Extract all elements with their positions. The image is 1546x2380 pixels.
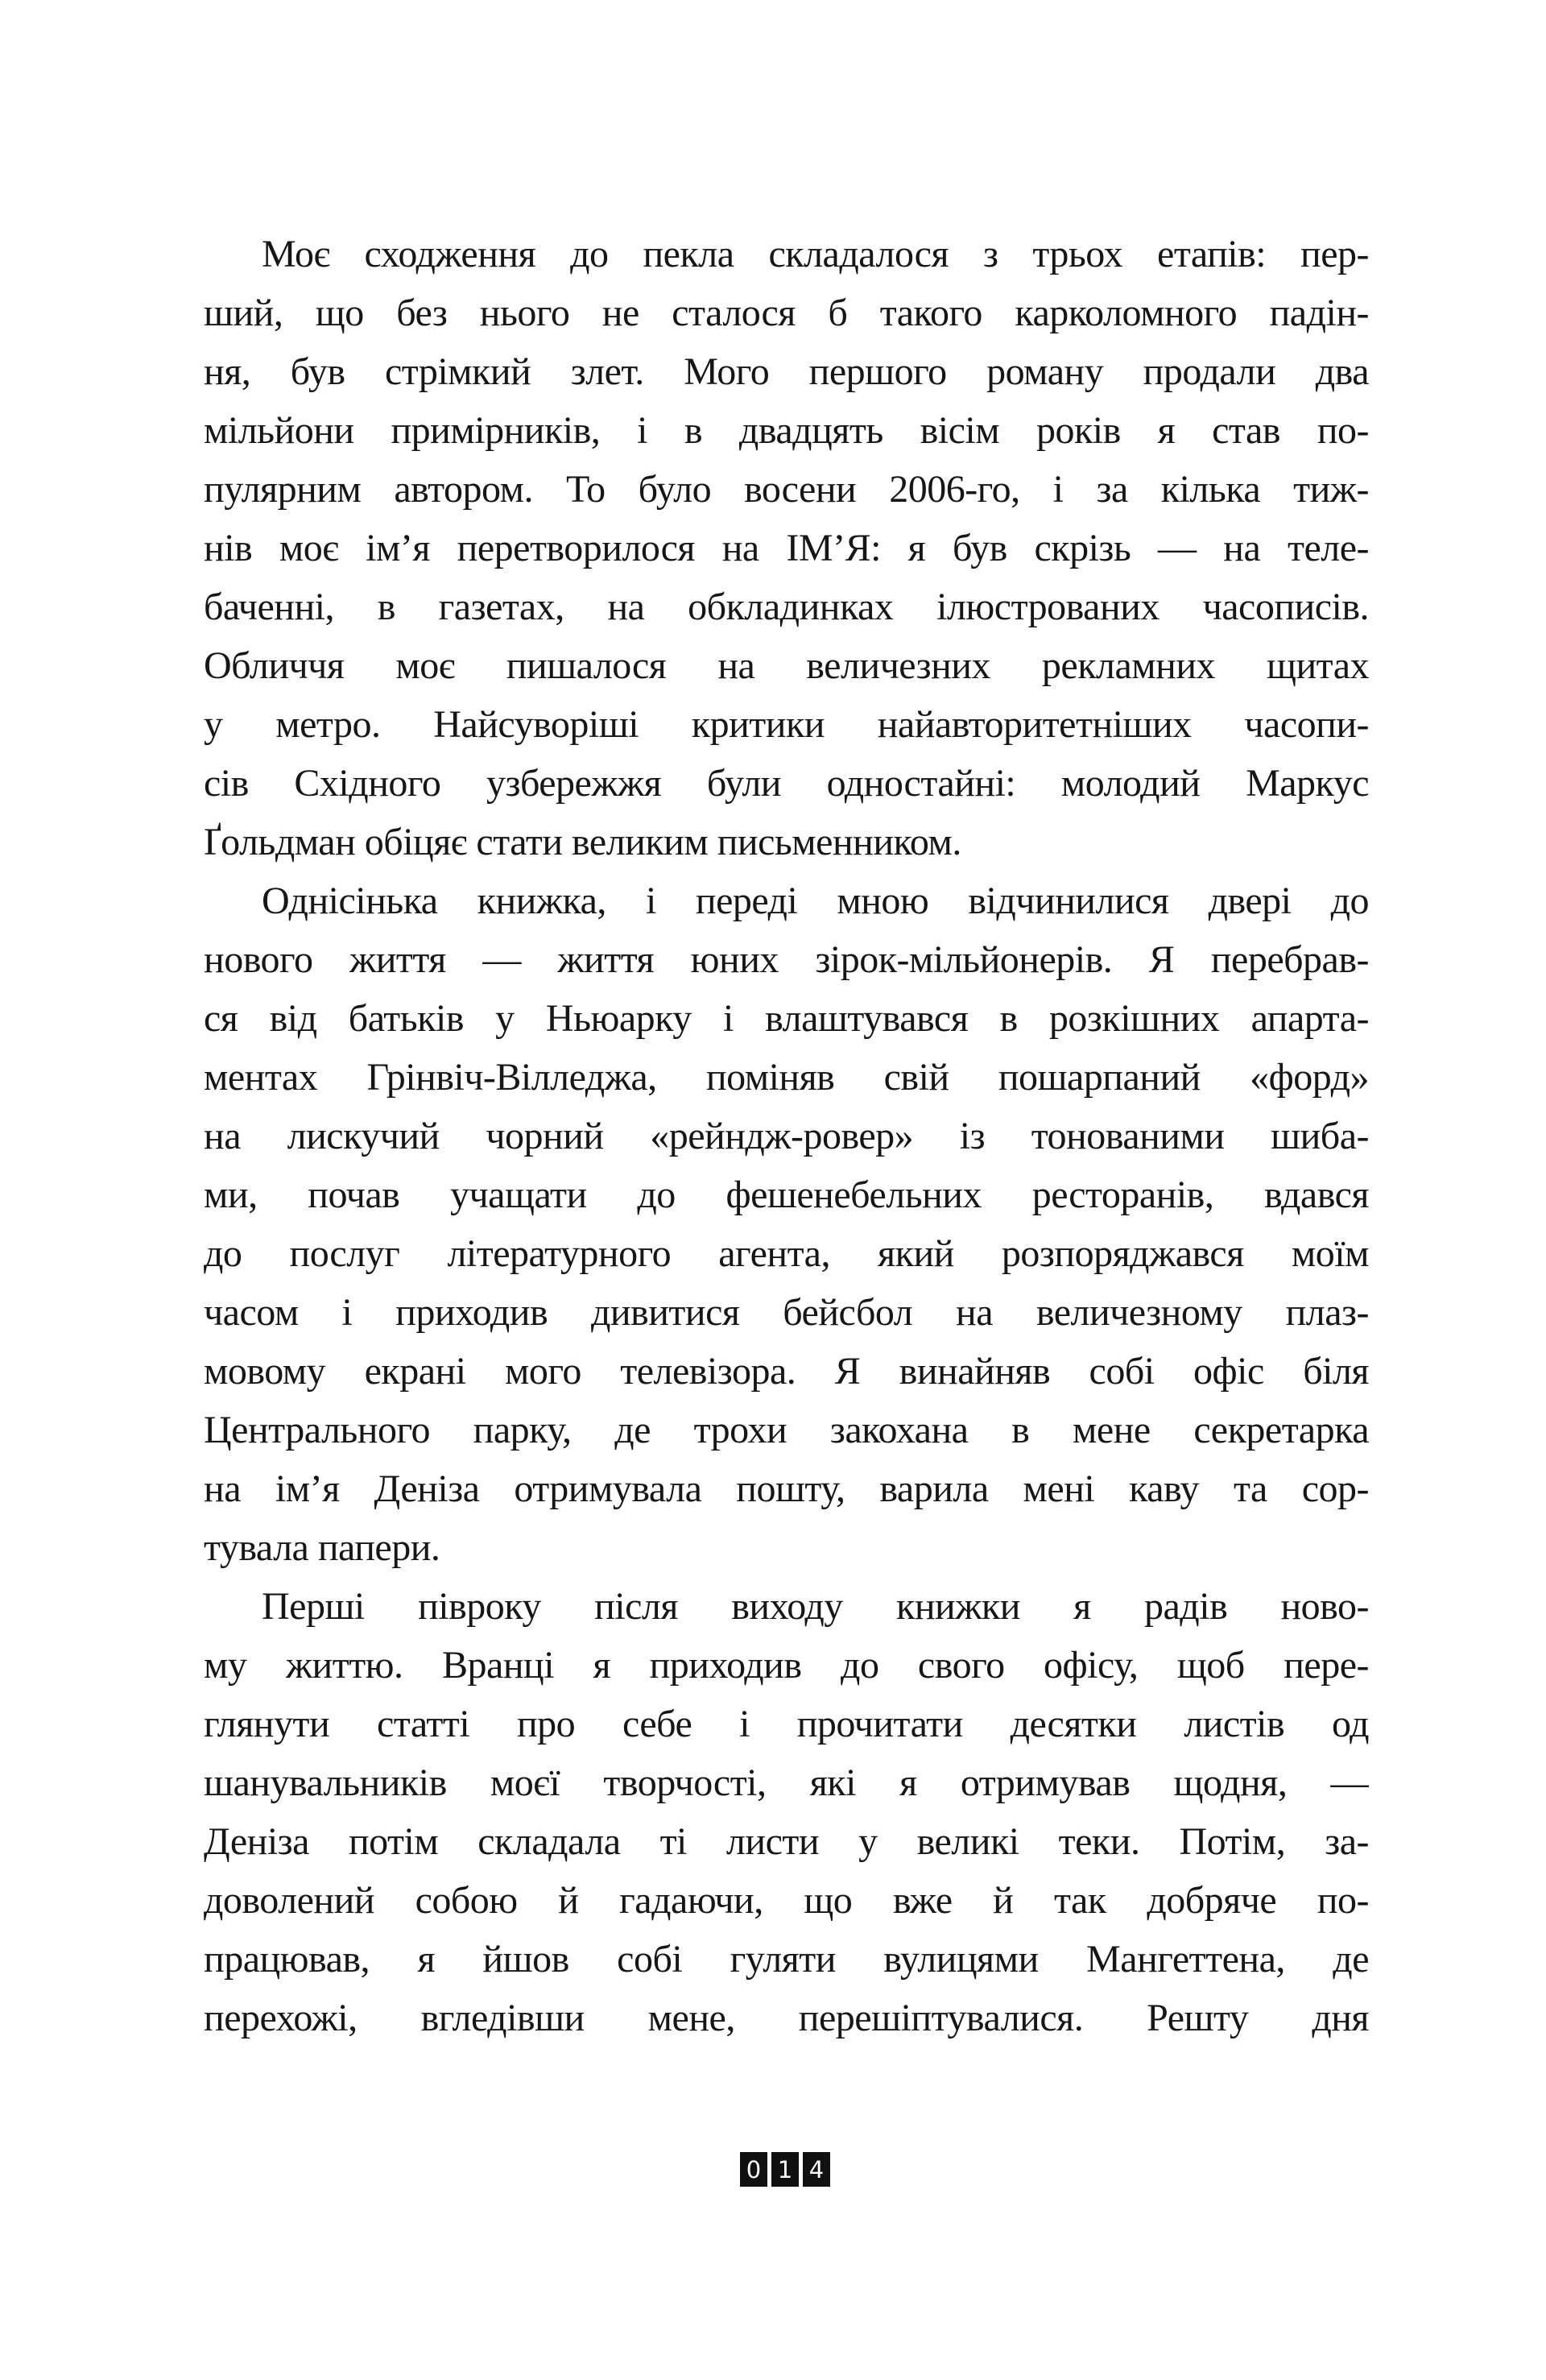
text-line: мільйони примірників, і в двадцять вісім років я став по- [204,409,1369,452]
text-line: часом і приходив дивитися бейсбол на величезному плаз- [204,1291,1369,1334]
text-line: нового життя — життя юних зірок-мільйонерів. Я перебрав- [204,938,1369,981]
page-number-digit: 1 [771,2152,799,2187]
text-line: ший, що без нього не сталося б такого карколомного падін- [204,292,1369,334]
page-number [740,2152,830,2187]
text-line: Перші півроку після виходу книжки я радів ново- [262,1585,1369,1628]
text-line: Обличчя моє пишалося на величезних рекламних щитах [204,644,1369,687]
text-line: ся від батьків у Ньюарку і влаштувався в розкішних апарта- [204,997,1369,1040]
text-line: тувала папери. [204,1526,440,1569]
text-line: му життю. Вранці я приходив до свого офісу, щоб пере- [204,1644,1369,1687]
text-line: нів моє ім’я перетворилося на ІМ’Я: я був скрізь — на теле- [204,527,1369,569]
text-line: баченні, в газетах, на обкладинках ілюстрованих часописів. [204,586,1369,628]
text-line: Однісінька книжка, і переді мною відчинилися двері до [262,880,1369,922]
text-line: мовому екрані мого телевізора. Я винайняв собі офіс біля [204,1350,1369,1393]
text-line: перехожі, вгледівши мене, перешіптувалися. Решту дня [204,1997,1369,2039]
text-line: ня, був стрімкий злет. Мого першого роману продали два [204,350,1369,393]
text-line: доволений собою й гадаючи, що вже й так добряче по- [204,1879,1369,1922]
text-line: ментах Грінвіч-Вілледжа, поміняв свій пошарпаний «форд» [204,1056,1369,1099]
text-line: працював, я йшов собі гуляти вулицями Мангеттена, де [204,1938,1369,1981]
text-line: Деніза потім складала ті листи у великі теки. Потім, за- [204,1820,1369,1863]
text-line: Центрального парку, де трохи закохана в мене секретарка [204,1409,1369,1451]
text-line: до послуг літературного агента, який розпоряджався моїм [204,1232,1369,1275]
paragraph [204,225,1369,871]
text-line: пулярним автором. То було восени 2006-го, і за кілька тиж- [204,468,1369,511]
text-line: Ґольдман обіцяє стати великим письменником. [204,821,961,863]
paragraph [204,871,1369,1577]
page-number-digit: 4 [803,2152,830,2187]
text-line: у метро. Найсуворіші критики найавторитетніших часопи- [204,703,1369,746]
text-line: глянути статті про себе і прочитати десятки листів од [204,1703,1369,1745]
paragraph [204,1577,1369,2047]
page-text-block [204,225,1369,2047]
text-line: ми, почав учащати до фешенебельних ресторанів, вдався [204,1173,1369,1216]
text-line: на ім’я Деніза отримувала пошту, варила мені каву та сор- [204,1467,1369,1510]
text-line: сів Східного узбережжя були одностайні: молодий Маркус [204,762,1369,805]
text-line: Моє сходження до пекла складалося з трьох етапів: пер- [262,233,1369,275]
page-number-digit: 0 [740,2152,767,2187]
text-line: на лискучий чорний «рейндж-ровер» із тонованими шиба- [204,1115,1369,1157]
text-line: шанувальників моєї творчості, які я отримував щодня, — [204,1761,1369,1804]
